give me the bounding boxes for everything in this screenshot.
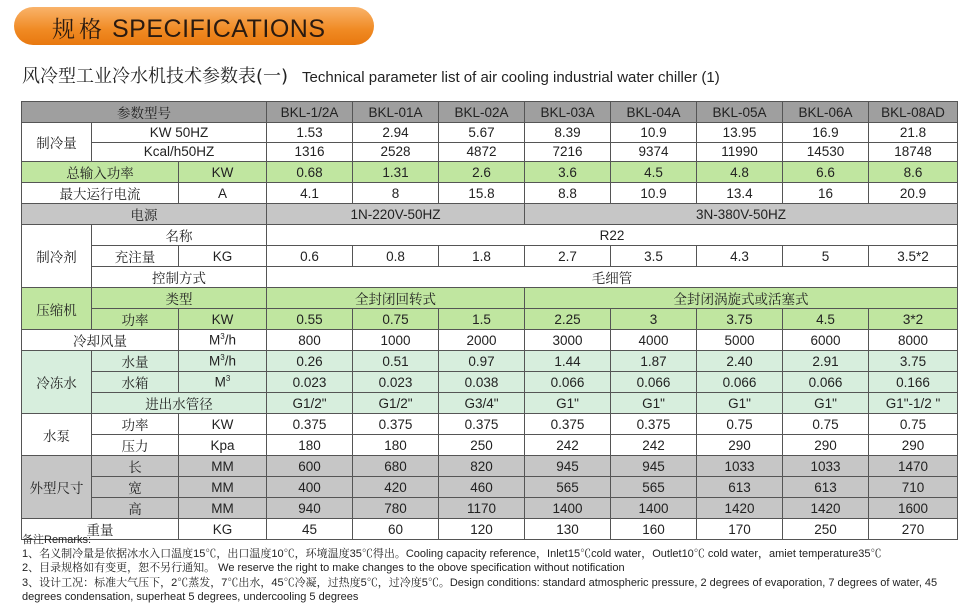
refrigerant-charge-row	[22, 246, 958, 267]
cell: 16	[783, 183, 869, 204]
model-name: BKL-1/2A	[267, 102, 353, 123]
cell: 4000	[611, 330, 697, 351]
cell: 0.375	[525, 414, 611, 435]
input-power-unit: KW	[179, 162, 267, 183]
refrigerant-name-row	[22, 225, 958, 246]
dimension-length-row	[22, 456, 958, 477]
model-name: BKL-01A	[353, 102, 439, 123]
cell: 0.166	[869, 372, 958, 393]
max-current-label: 最大运行电流	[22, 183, 179, 204]
unit-superscript: 3	[225, 374, 231, 384]
max-current-unit: A	[179, 183, 267, 204]
pump-pressure-label: 压力	[92, 435, 179, 456]
cell: 2.7	[525, 246, 611, 267]
refrigerant-label: 制冷剂	[22, 225, 92, 288]
cell: 0.6	[267, 246, 353, 267]
cell: 0.023	[353, 372, 439, 393]
model-name: BKL-05A	[697, 102, 783, 123]
cell: 3.6	[525, 162, 611, 183]
cell: 2.40	[697, 351, 783, 372]
cell: 0.066	[697, 372, 783, 393]
cell: 1.44	[525, 351, 611, 372]
pump-power-unit: KW	[179, 414, 267, 435]
cell: 2000	[439, 330, 525, 351]
cell: 10.9	[611, 123, 697, 143]
refrigerant-charge-unit: KG	[179, 246, 267, 267]
weight-unit: KG	[179, 519, 267, 540]
banner-title-en: SPECIFICATIONS	[112, 15, 326, 43]
power-supply-label: 电源	[22, 204, 267, 225]
cell: 8.39	[525, 123, 611, 143]
cell: 290	[869, 435, 958, 456]
cell: 0.51	[353, 351, 439, 372]
refrigerant-name: R22	[267, 225, 958, 246]
cell: 2.94	[353, 123, 439, 143]
cell: 1.31	[353, 162, 439, 183]
chilled-water-flow-label: 水量	[92, 351, 179, 372]
cell: 1420	[783, 498, 869, 519]
cell: 0.375	[353, 414, 439, 435]
refrigerant-control: 毛细管	[267, 267, 958, 288]
cell: G1/2"	[267, 393, 353, 414]
cell: 4.5	[783, 309, 869, 330]
page-title-en: Technical parameter list of air cooling industrial water chiller (1)	[302, 69, 720, 86]
cell: 5	[783, 246, 869, 267]
cell: 60	[353, 519, 439, 540]
unit-base: M	[214, 374, 226, 390]
cell: 1033	[783, 456, 869, 477]
cell: 0.75	[783, 414, 869, 435]
cell: 613	[697, 477, 783, 498]
chilled-water-pipe-row	[22, 393, 958, 414]
remarks	[22, 533, 972, 604]
refrigerant-control-label: 控制方式	[92, 267, 267, 288]
refrigerant-charge-label: 充注量	[92, 246, 179, 267]
cell: 0.55	[267, 309, 353, 330]
cell: 7216	[525, 142, 611, 162]
cell: 1470	[869, 456, 958, 477]
pump-power-label: 功率	[92, 414, 179, 435]
cooling-capacity-kw-row	[22, 123, 958, 143]
cell: 565	[611, 477, 697, 498]
cell: G1"	[697, 393, 783, 414]
cell: 1033	[697, 456, 783, 477]
cell: G1"	[611, 393, 697, 414]
cell: G1/2"	[353, 393, 439, 414]
chilled-water-tank-label: 水箱	[92, 372, 179, 393]
cell: 8.6	[869, 162, 958, 183]
cell: 0.97	[439, 351, 525, 372]
model-name: BKL-03A	[525, 102, 611, 123]
cell: 180	[267, 435, 353, 456]
cell: 5.67	[439, 123, 525, 143]
cell: 18748	[869, 142, 958, 162]
cell: 170	[697, 519, 783, 540]
cell: 4872	[439, 142, 525, 162]
cell: 945	[611, 456, 697, 477]
cell: 3000	[525, 330, 611, 351]
cell: 680	[353, 456, 439, 477]
cell: 1400	[525, 498, 611, 519]
pump-label: 水泵	[22, 414, 92, 456]
cell: 1.5	[439, 309, 525, 330]
cell: 4.8	[697, 162, 783, 183]
dimension-height-row	[22, 498, 958, 519]
cell: 0.75	[353, 309, 439, 330]
remark-1: 1、名义制冷量是依据冰水入口温度15℃，出口温度10℃，环境温度35℃得出。Cooling capacity reference，Inlet15℃cold water，Outlet10℃ cold water，amiet temperature35℃	[22, 548, 882, 561]
cell: 9374	[611, 142, 697, 162]
cell: 710	[869, 477, 958, 498]
refrigerant-name-label: 名称	[92, 225, 267, 246]
cell: 5000	[697, 330, 783, 351]
cell: 1400	[611, 498, 697, 519]
unit-base: M	[209, 353, 221, 369]
cell: 3.75	[869, 351, 958, 372]
cell: 3.5*2	[869, 246, 958, 267]
cell: 0.066	[783, 372, 869, 393]
chilled-water-tank-unit	[179, 372, 267, 393]
cell: 8000	[869, 330, 958, 351]
cell: 13.4	[697, 183, 783, 204]
cell: 940	[267, 498, 353, 519]
spec-table	[21, 101, 958, 540]
compressor-power-unit: KW	[179, 309, 267, 330]
compressor-type-row	[22, 288, 958, 309]
cell: 130	[525, 519, 611, 540]
banner-title-cn: 规格	[52, 17, 106, 43]
chilled-water-flow-row	[22, 351, 958, 372]
table-header-row	[22, 102, 958, 123]
cell: 820	[439, 456, 525, 477]
cell: 400	[267, 477, 353, 498]
cell: 0.68	[267, 162, 353, 183]
cell: 4.1	[267, 183, 353, 204]
cell: 0.75	[869, 414, 958, 435]
cell: 1.8	[439, 246, 525, 267]
cell: 565	[525, 477, 611, 498]
specifications-banner	[14, 7, 374, 45]
cell: 0.023	[267, 372, 353, 393]
cell: 2528	[353, 142, 439, 162]
dimensions-label: 外型尺寸	[22, 456, 92, 519]
unit-tail: /h	[224, 332, 236, 348]
cell: 45	[267, 519, 353, 540]
cell: 460	[439, 477, 525, 498]
cell: 0.375	[439, 414, 525, 435]
cell: 16.9	[783, 123, 869, 143]
chilled-water-tank-row	[22, 372, 958, 393]
cell: 242	[611, 435, 697, 456]
dimension-unit: MM	[179, 456, 267, 477]
model-name: BKL-04A	[611, 102, 697, 123]
unit-superscript: 3	[220, 332, 225, 342]
cell: 1420	[697, 498, 783, 519]
page-title	[22, 62, 720, 88]
cooling-capacity-kcal-unit: Kcal/h50HZ	[92, 142, 267, 162]
cell: 3*2	[869, 309, 958, 330]
cell: 10.9	[611, 183, 697, 204]
cell: 2.25	[525, 309, 611, 330]
cooling-air-unit	[179, 330, 267, 351]
remark-3: 3、设计工况：标准大气压下，2℃蒸发，7℃出水，45℃冷凝，过热度5℃，过冷度5℃。Design conditions: standard atmospheric pressure, 2 degrees of evaporation, 7 degrees of water, 45 degrees condensation, superheat 5 degrees, undercooling 5 degrees	[22, 576, 938, 603]
power-supply-single: 1N-220V-50HZ	[267, 204, 525, 225]
cell: 13.95	[697, 123, 783, 143]
cell: 2.6	[439, 162, 525, 183]
cell: 120	[439, 519, 525, 540]
chilled-water-label: 冷冻水	[22, 351, 92, 414]
cell: 1000	[353, 330, 439, 351]
cell: 800	[267, 330, 353, 351]
cell: 1600	[869, 498, 958, 519]
cell: 613	[783, 477, 869, 498]
cell: 15.8	[439, 183, 525, 204]
cell: 21.8	[869, 123, 958, 143]
cell: 11990	[697, 142, 783, 162]
dimension-width-row	[22, 477, 958, 498]
dimension-unit: MM	[179, 498, 267, 519]
cell: 1170	[439, 498, 525, 519]
power-supply-three: 3N-380V-50HZ	[525, 204, 958, 225]
cell: 1.87	[611, 351, 697, 372]
cell: G3/4"	[439, 393, 525, 414]
cell: 0.375	[267, 414, 353, 435]
cell: G1"	[525, 393, 611, 414]
model-name: BKL-02A	[439, 102, 525, 123]
cell: 3	[611, 309, 697, 330]
cell: 180	[353, 435, 439, 456]
cell: G1"	[783, 393, 869, 414]
power-supply-row	[22, 204, 958, 225]
cell: 290	[697, 435, 783, 456]
cooling-air-label: 冷却风量	[22, 330, 179, 351]
max-current-row	[22, 183, 958, 204]
unit-base: M	[209, 332, 221, 348]
cooling-capacity-kw-unit: KW 50HZ	[92, 123, 267, 143]
cell: 290	[783, 435, 869, 456]
remark-2: 2、目录规格如有变更，恕不另行通知。 We reserve the right to make changes to the obove specification without notification	[22, 562, 625, 575]
chilled-water-flow-unit	[179, 351, 267, 372]
weight-label: 重量	[22, 519, 179, 540]
cell: 242	[525, 435, 611, 456]
model-name: BKL-06A	[783, 102, 869, 123]
compressor-type-label: 类型	[92, 288, 267, 309]
cell: 945	[525, 456, 611, 477]
cell: 2.91	[783, 351, 869, 372]
cell: 4.3	[697, 246, 783, 267]
cell: 270	[869, 519, 958, 540]
dimension-length-label: 长	[92, 456, 179, 477]
cell: 3.75	[697, 309, 783, 330]
cell: 4.5	[611, 162, 697, 183]
pump-pressure-unit: Kpa	[179, 435, 267, 456]
cell: 1316	[267, 142, 353, 162]
cooling-capacity-kcal-row	[22, 142, 958, 162]
cell: G1"-1/2 "	[869, 393, 958, 414]
cell: 14530	[783, 142, 869, 162]
compressor-label: 压缩机	[22, 288, 92, 330]
model-name: BKL-08AD	[869, 102, 958, 123]
refrigerant-control-row	[22, 267, 958, 288]
cell: 250	[439, 435, 525, 456]
chilled-water-pipe-label: 进出水管径	[92, 393, 267, 414]
dimension-unit: MM	[179, 477, 267, 498]
cell: 20.9	[869, 183, 958, 204]
page-title-cn: 风冷型工业冷水机技术参数表(一)	[22, 66, 289, 87]
compressor-power-row	[22, 309, 958, 330]
cell: 0.066	[525, 372, 611, 393]
cell: 0.26	[267, 351, 353, 372]
cooling-capacity-label: 制冷量	[22, 123, 92, 162]
dimension-width-label: 宽	[92, 477, 179, 498]
cell: 3.5	[611, 246, 697, 267]
cell: 0.8	[353, 246, 439, 267]
dimension-height-label: 高	[92, 498, 179, 519]
cell: 600	[267, 456, 353, 477]
cell: 1.53	[267, 123, 353, 143]
cell: 420	[353, 477, 439, 498]
banner-title	[52, 11, 326, 44]
compressor-type-scroll: 全封闭涡旋式或活塞式	[525, 288, 958, 309]
cell: 250	[783, 519, 869, 540]
unit-superscript: 3	[220, 353, 225, 363]
input-power-row	[22, 162, 958, 183]
pump-pressure-row	[22, 435, 958, 456]
compressor-power-label: 功率	[92, 309, 179, 330]
cell: 8.8	[525, 183, 611, 204]
cooling-air-row	[22, 330, 958, 351]
pump-power-row	[22, 414, 958, 435]
unit-tail: /h	[224, 353, 236, 369]
cell: 6000	[783, 330, 869, 351]
cell: 160	[611, 519, 697, 540]
cell: 0.375	[611, 414, 697, 435]
header-label: 参数型号	[22, 102, 267, 123]
cell: 0.038	[439, 372, 525, 393]
cell: 0.066	[611, 372, 697, 393]
cell: 6.6	[783, 162, 869, 183]
cell: 0.75	[697, 414, 783, 435]
cell: 780	[353, 498, 439, 519]
cell: 8	[353, 183, 439, 204]
compressor-type-rotary: 全封闭回转式	[267, 288, 525, 309]
remarks-title: 备注Remarks:	[22, 534, 92, 546]
input-power-label: 总输入功率	[22, 162, 179, 183]
